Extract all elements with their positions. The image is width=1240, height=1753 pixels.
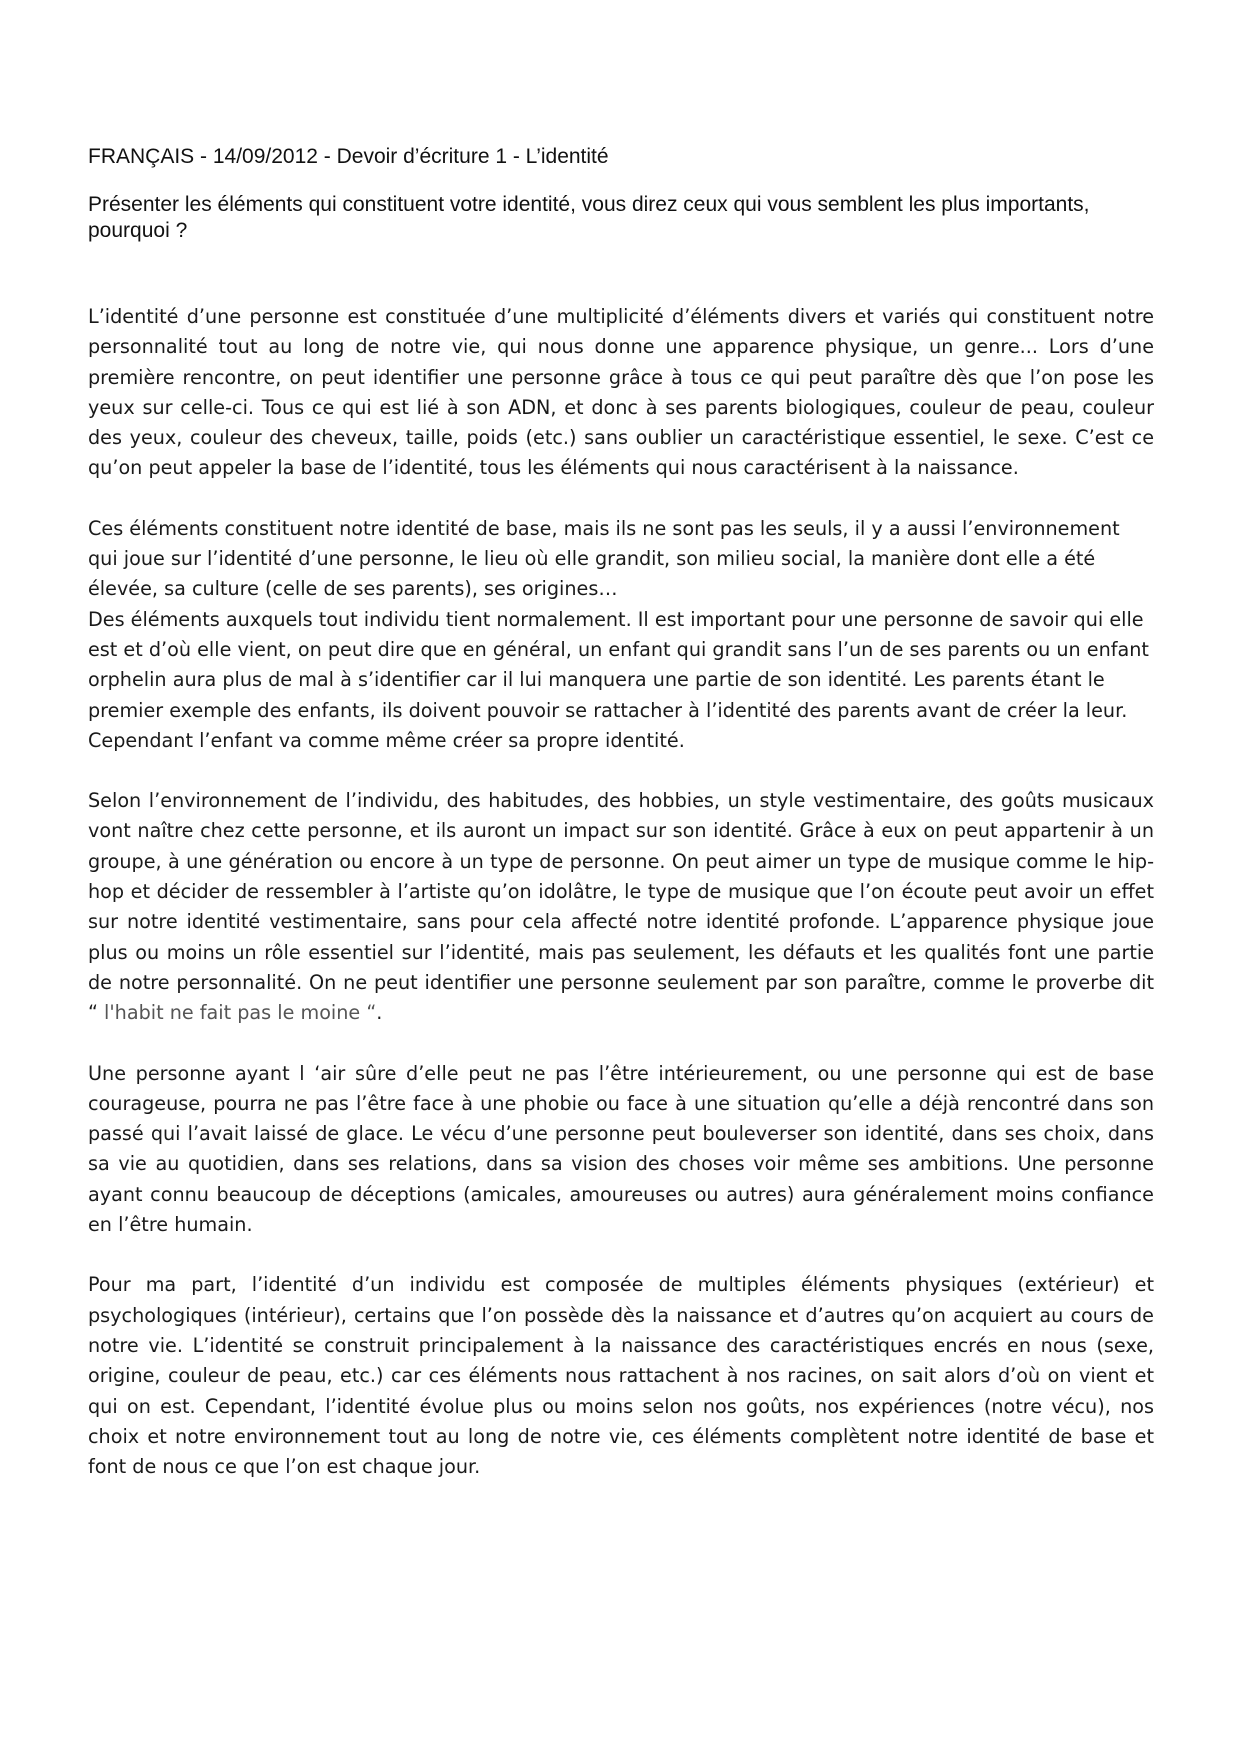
essay-paragraph-4: [88, 786, 1154, 1028]
assignment-prompt: Présenter les éléments qui constituent votre identité, vous direz ceux qui vous semblent les plus importants, pourquoi ?: [88, 193, 1090, 242]
essay-paragraph-3: Des éléments auxquels tout individu tient normalement. Il est important pour une personne de savoir qui elle est et d’où elle vient, on peut dire que en général, un enfant qui grandit sans l’un de ses parents ou un enfant orphelin aura plus de mal à s’identifier car il lui manquera une partie de son identité. Les parents étant le premier exemple des enfants, ils doivent pouvoir se rattacher à l’identité des parents avant de créer la leur. Cependant l’enfant va comme même créer sa propre identité.: [88, 607, 1149, 752]
essay-paragraph-6: Pour ma part, l’identité d’un individu est composée de multiples éléments physiques (extérieur) et psychologiques (intérieur), certains que l’on possède dès la naissance et d’autres qu’on acquiert au cours de notre vie. L’identité se construit principalement à la naissance des caractéristiques encrés en nous (sexe, origine, couleur de peau, etc.) car ces éléments nous rattachent à nos racines, on sait alors d’où on vient et qui on est. Cependant, l’identité évolue plus ou moins selon nos goûts, nos expériences (notre vécu), nos choix et notre environnement tout au long de notre vie, ces éléments complètent notre identité de base et font de nous ce que l’on est chaque jour.: [88, 1273, 1154, 1479]
essay-paragraph-2: Ces éléments constituent notre identité de base, mais ils ne sont pas les seuls, il y a aussi l’environnement qui joue sur l’identité d’une personne, le lieu où elle grandit, son milieu social, la manière dont elle a été élevée, sa culture (celle de ses parents), ses origines…: [88, 516, 1120, 601]
proverb-quote: l'habit ne fait pas le moine “: [104, 1001, 377, 1025]
essay-paragraph-1: L’identité d’une personne est constituée d’une multiplicité d’éléments divers et variés qui constituent notre personnalité tout au long de notre vie, qui nous donne une apparence physique, un genre... Lors d’une première rencontre, on peut identifier une personne grâce à tous ce qui peut paraître dès que l’on pose les yeux sur celle-ci. Tous ce qui est lié à son ADN, et donc à ses parents biologiques, couleur de peau, couleur des yeux, couleur des cheveux, taille, poids (etc.) sans oublier un caractéristique essentiel, le sexe. C’est ce qu’on peut appeler la base de l’identité, tous les éléments qui nous caractérisent à la naissance.: [88, 305, 1154, 480]
essay-paragraph-4-end: .: [376, 1001, 383, 1025]
document-page: [88, 144, 1154, 1512]
essay-paragraph-5: Une personne ayant l ‘air sûre d’elle peut ne pas l’être intérieurement, ou une personne qui est de base courageuse, pourra ne pas l’être face à une phobie ou face à une situation qu’elle a déjà rencontré dans son passé qui l’avait laissé de glace. Le vécu d’une personne peut bouleverser son identité, dans ses choix, dans sa vie au quotidien, dans ses relations, dans sa vision des choses voir même ses ambitions. Une personne ayant connu beaucoup de déceptions (amicales, amoureuses ou autres) aura généralement moins confiance en l’être humain.: [88, 1061, 1154, 1237]
assignment-header: FRANÇAIS - 14/09/2012 - Devoir d’écriture 1 - L’identité: [88, 145, 609, 168]
essay-paragraph-4-text: Selon l’environnement de l’individu, des habitudes, des hobbies, un style vestimentaire, des goûts musicaux vont naître chez cette personne, et ils auront un impact sur son identité. Grâce à eux on peut appartenir à un groupe, à une génération ou encore à un type de personne. On peut aimer un type de musique comme le hip-hop et décider de ressembler à l’artiste qu’on idolâtre, le type de musique que l’on écoute peut avoir un effet sur notre identité vestimentaire, sans pour cela affecté notre identité profonde. L’apparence physique joue plus ou moins un rôle essentiel sur l’identité, mais pas seulement, les défauts et les qualités font une partie de notre personnalité. On ne peut identifier une personne seulement par son paraître, comme le proverbe dit “: [88, 789, 1154, 1025]
